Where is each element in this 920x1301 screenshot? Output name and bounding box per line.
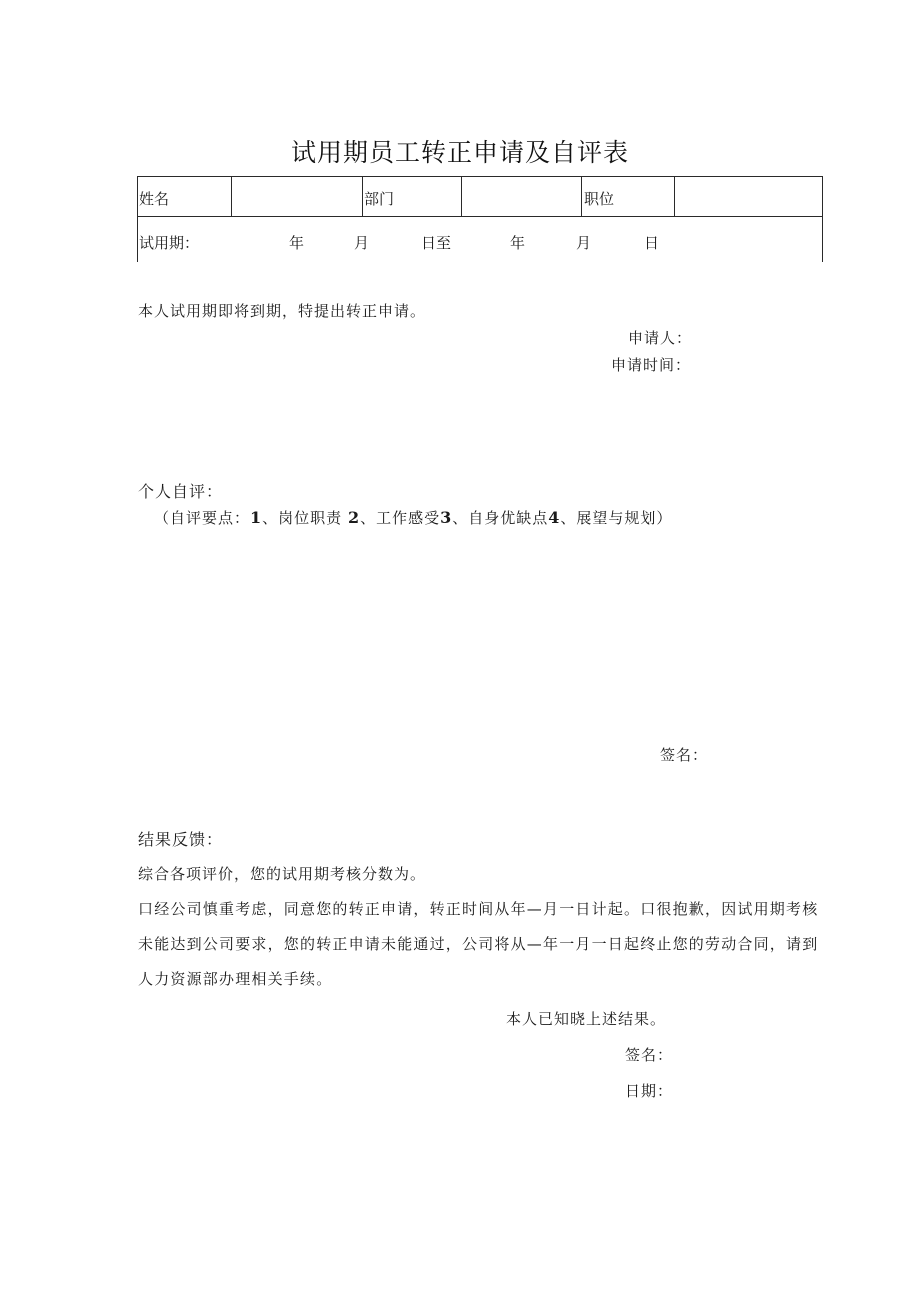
guide-open: （自评要点： <box>154 509 251 527</box>
table-row-divider <box>137 216 823 217</box>
page-title: 试用期员工转正申请及自评表 <box>290 138 629 167</box>
result-heading: 结果反馈： <box>138 830 224 849</box>
guide-number: 1 <box>250 508 263 527</box>
table-col-divider <box>581 176 582 216</box>
guide-number: 3 <box>440 508 453 527</box>
start-day-to-label: 日至 <box>421 234 452 252</box>
end-day-label: 日 <box>644 234 660 252</box>
self-review-guide <box>154 507 672 528</box>
table-col-divider <box>362 176 363 216</box>
position-field[interactable] <box>675 177 821 215</box>
guide-item: 、岗位职责 <box>262 509 343 527</box>
self-review-heading: 个人自评： <box>138 482 224 501</box>
table-left-border <box>137 176 138 262</box>
start-year-label: 年 <box>289 234 305 252</box>
department-field[interactable] <box>462 177 580 215</box>
end-year-label: 年 <box>510 234 526 252</box>
guide-number: 4 <box>548 508 561 527</box>
guide-item: 、展望与规划） <box>560 509 673 527</box>
name-label: 姓名 <box>139 190 170 208</box>
position-label: 职位 <box>584 190 615 208</box>
guide-item: 、工作感受 <box>360 509 441 527</box>
name-field[interactable] <box>232 177 361 215</box>
table-right-border <box>822 176 823 262</box>
result-signature-label: 签名： <box>625 1046 674 1064</box>
guide-item: 、自身优缺点 <box>452 509 549 527</box>
department-label: 部门 <box>364 190 395 208</box>
guide-number: 2 <box>347 508 361 527</box>
applicant-label: 申请人： <box>628 329 693 347</box>
start-month-label: 月 <box>354 234 370 252</box>
end-month-label: 月 <box>576 234 592 252</box>
score-line: 综合各项评价，您的试用期考核分数为。 <box>138 865 427 883</box>
result-date-label: 日期： <box>625 1082 674 1100</box>
acknowledge-text: 本人已知晓上述结果。 <box>506 1010 667 1028</box>
apply-time-label: 申请时间： <box>611 356 692 374</box>
decision-paragraph: 口经公司慎重考虑，同意您的转正申请，转正时间从年—月一日计起。口很抱歉，因试用期考核未能达到公司要求，您的转正申请未能通过，公司将从—年一月一日起终止您的劳动合同，请到人力资源部办理相关手续。 <box>138 900 819 988</box>
probation-period-label: 试用期： <box>139 234 200 252</box>
self-review-signature-label: 签名： <box>660 746 709 764</box>
application-statement: 本人试用期即将到期，特提出转正申请。 <box>138 302 427 320</box>
